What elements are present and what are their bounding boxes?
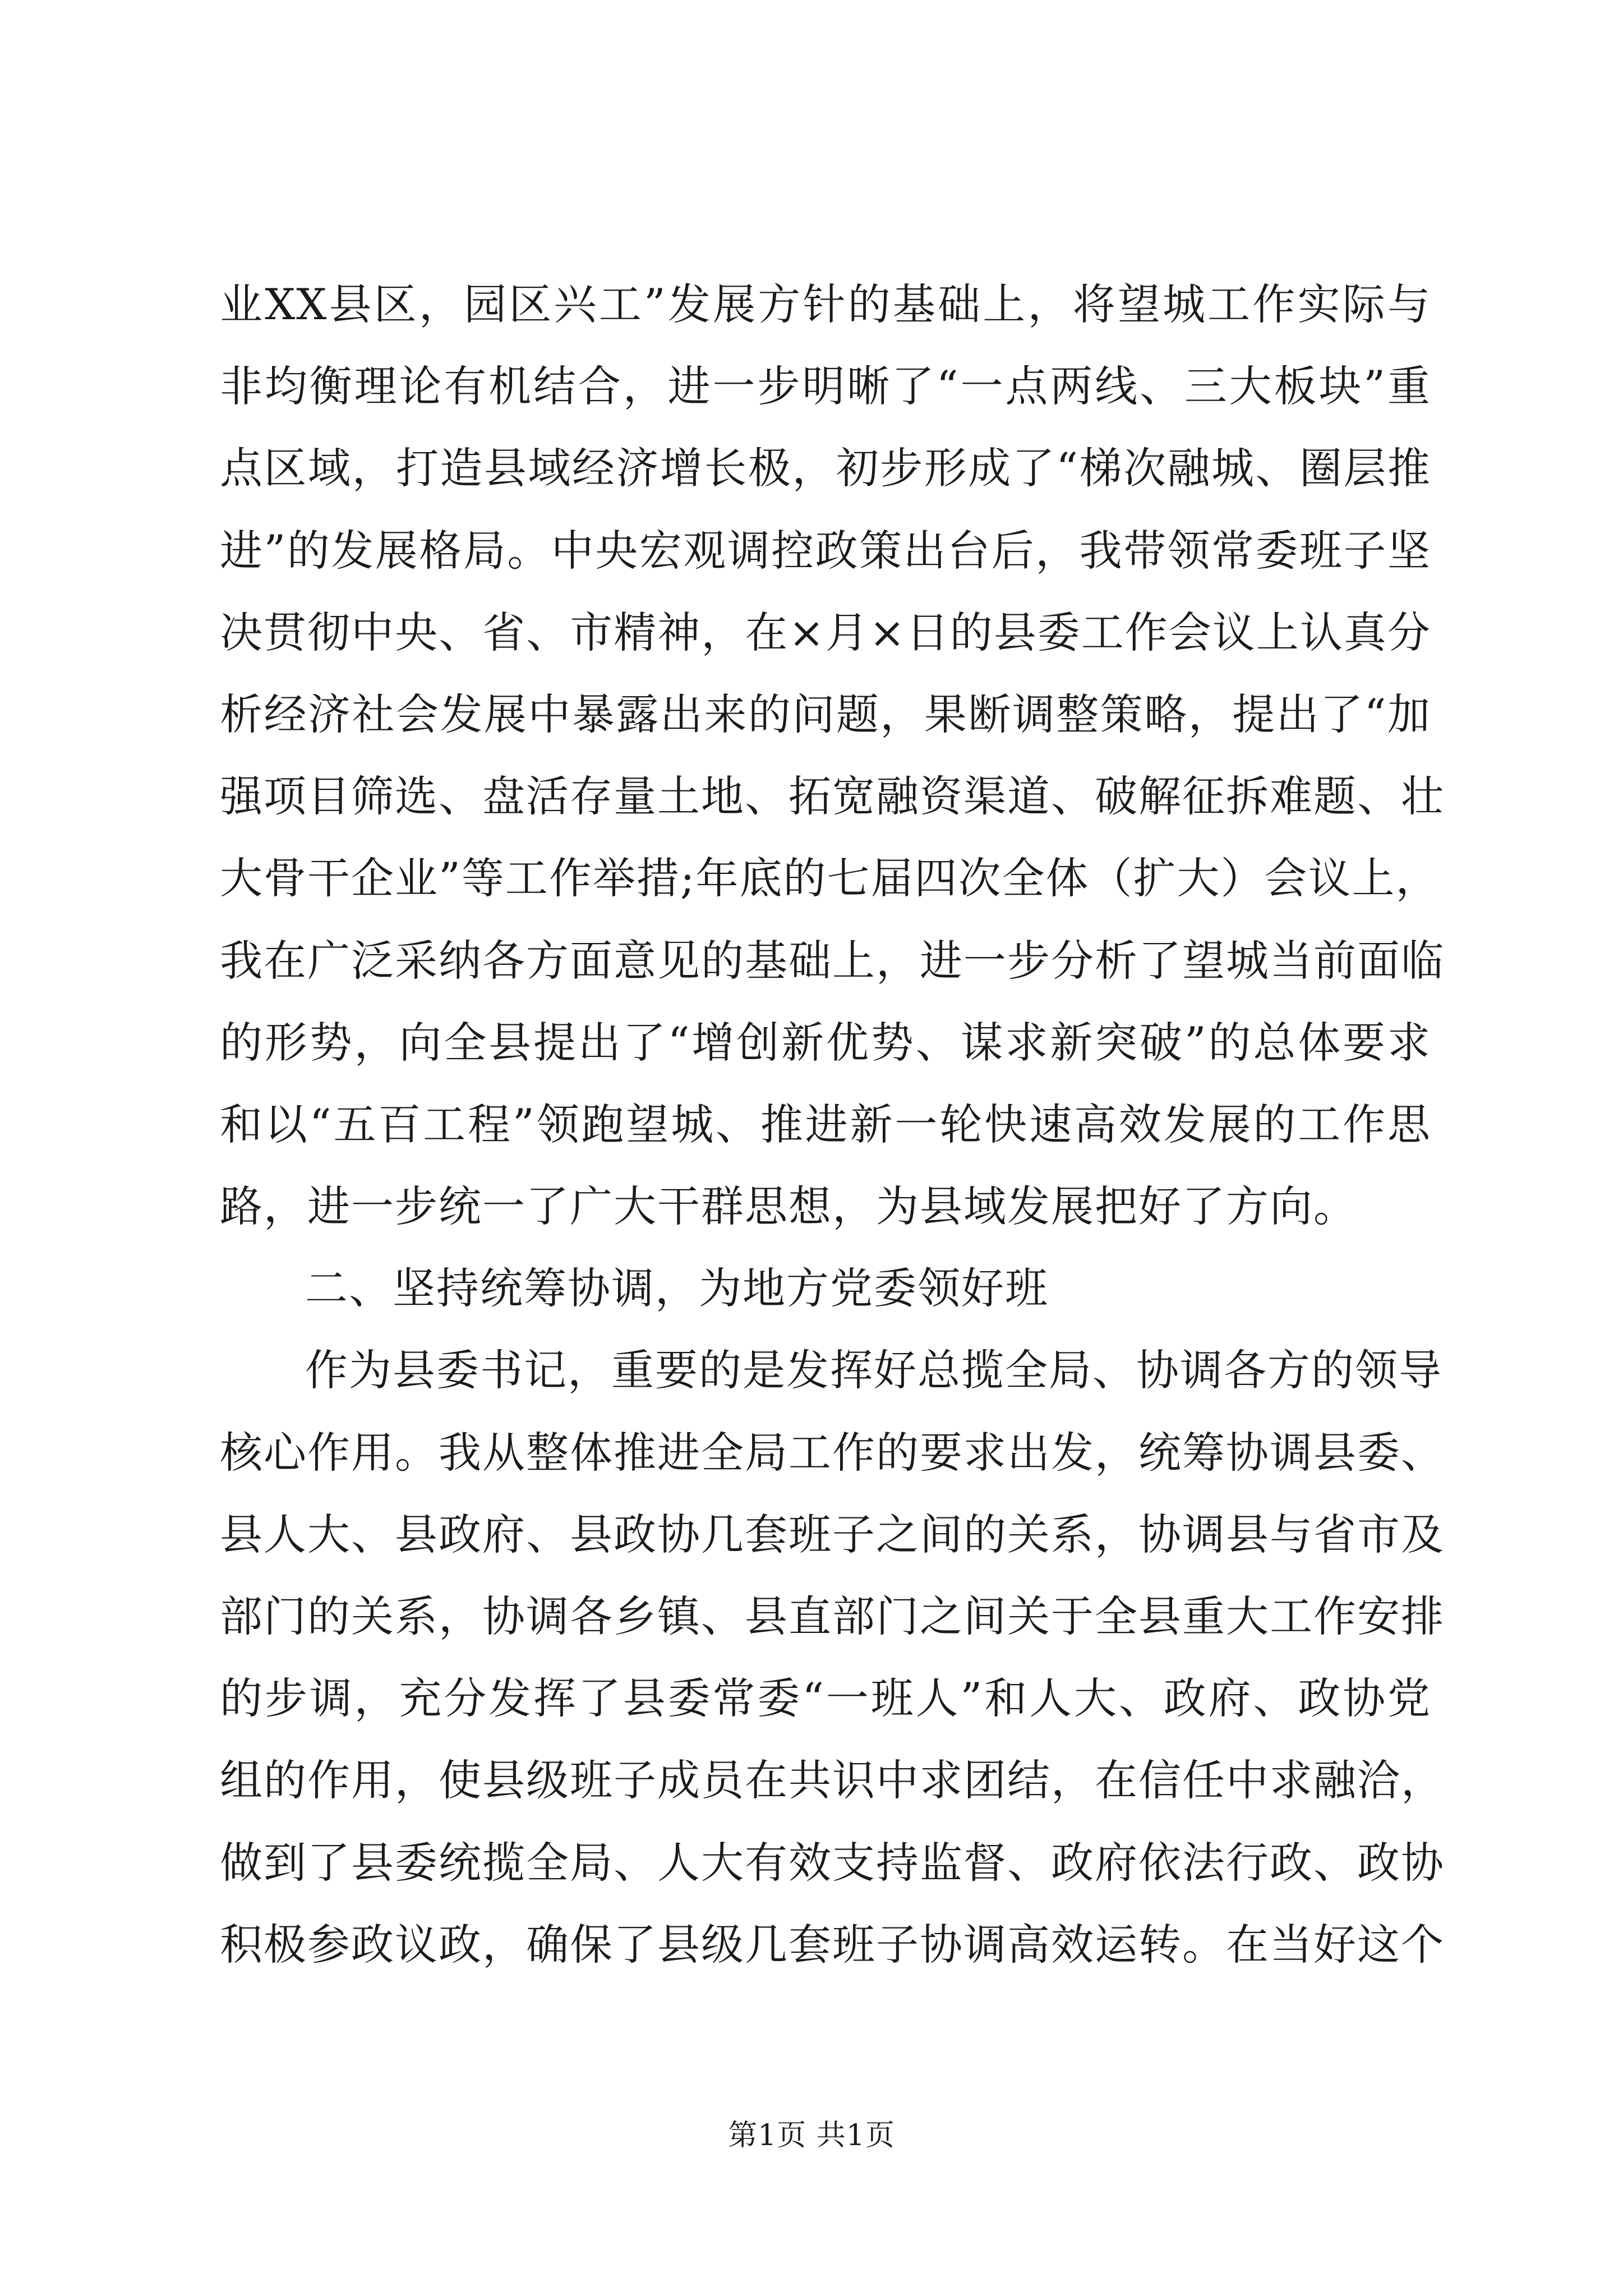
document-body — [220, 264, 1445, 1986]
text-line: 大骨干企业”等工作举措;年底的七届四次全体（扩大）会议上， — [220, 853, 1440, 904]
text-line: 点区域，打造县域经济增长极，初步形成了“梯次融城、圈层推 — [220, 443, 1431, 494]
text-line: 作为县委书记，重要的是发挥好总揽全局、协调各方的领导 — [305, 1345, 1442, 1396]
text-line: 业XX县区，园区兴工”发展方针的基础上，将望城工作实际与 — [220, 279, 1431, 329]
text-line: 核心作用。我从整体推进全局工作的要求出发，统筹协调县委、 — [220, 1427, 1445, 1478]
text-line: 做到了县委统揽全局、人大有效支持监督、政府依法行政、政协 — [220, 1837, 1445, 1888]
text-line: 的形势，向全县提出了“增创新优势、谋求新突破”的总体要求 — [220, 1017, 1431, 1068]
text-line: 路，进一步统一了广大干群思想，为县域发展把好了方向。 — [220, 1181, 1357, 1232]
text-line: 我在广泛采纳各方面意见的基础上，进一步分析了望城当前面临 — [220, 935, 1445, 986]
text-line: 的步调，充分发挥了县委常委“一班人”和人大、政府、政协党 — [220, 1673, 1431, 1724]
text-line: 强项目筛选、盘活存量土地、拓宽融资渠道、破解征拆难题、壮 — [220, 771, 1445, 822]
text-line: 进”的发展格局。中央宏观调控政策出台后，我带领常委班子坚 — [220, 525, 1431, 576]
text-line: 和以“五百工程”领跑望城、推进新一轮快速高效发展的工作思 — [220, 1099, 1431, 1149]
section-heading: 二、坚持统筹协调，为地方党委领好班 — [305, 1263, 1049, 1314]
text-line: 组的作用，使县级班子成员在共识中求团结，在信任中求融洽， — [220, 1755, 1445, 1806]
text-line: 析经济社会发展中暴露出来的问题，果断调整策略，提出了“加 — [220, 689, 1431, 739]
text-line: 部门的关系，协调各乡镇、县直部门之间关于全县重大工作安排 — [220, 1591, 1445, 1641]
text-line: 非均衡理论有机结合，进一步明晰了“一点两线、三大板块”重 — [220, 361, 1431, 412]
text-line: 县人大、县政府、县政协几套班子之间的关系，协调县与省市及 — [220, 1509, 1445, 1559]
page-footer: 第1页 共1页 — [728, 2119, 895, 2152]
text-line: 决贯彻中央、省、市精神，在×月×日的县委工作会议上认真分 — [220, 607, 1431, 657]
text-line: 积极参政议政，确保了县级几套班子协调高效运转。在当好这个 — [220, 1919, 1445, 1970]
